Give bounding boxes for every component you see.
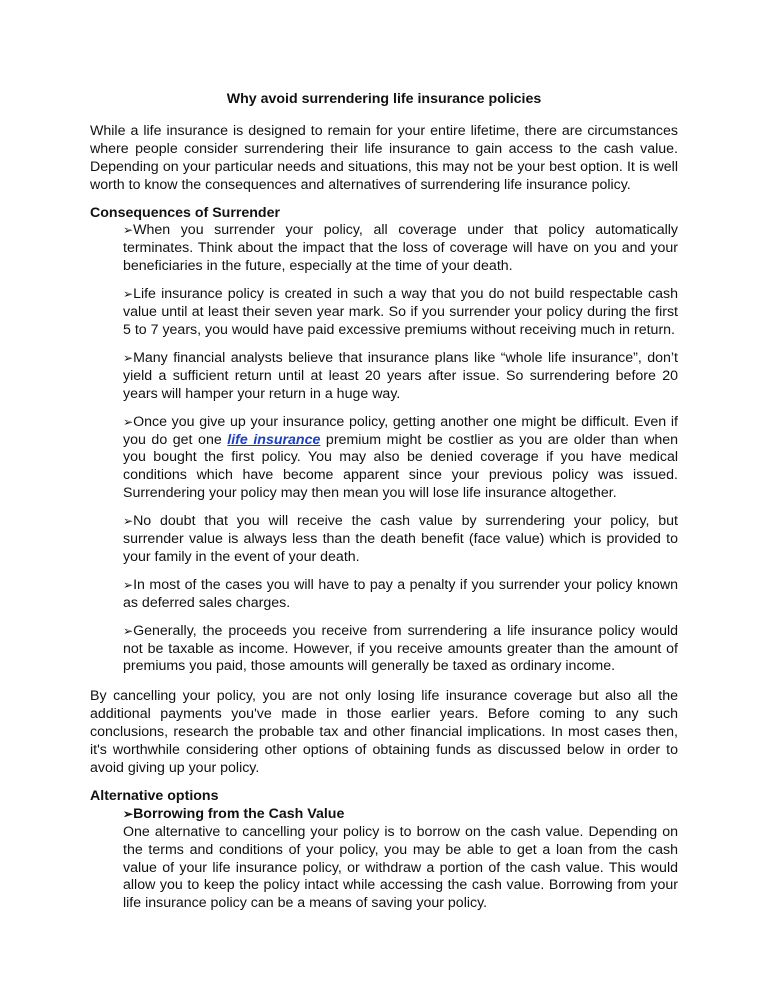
arrow-bullet-icon: ➢ — [123, 414, 134, 429]
list-item: ➢In most of the cases you will have to pay a penalty if you surrender your policy known as deferred sales charges. — [123, 576, 678, 611]
alternatives-heading: Alternative options — [90, 787, 219, 804]
borrowing-subheading: ➢Borrowing from the Cash Value — [123, 805, 345, 822]
consequences-list — [123, 222, 678, 676]
arrow-bullet-icon: ➢ — [123, 806, 134, 821]
consequences-heading: Consequences of Surrender — [90, 204, 281, 221]
list-item: ➢Generally, the proceeds you receive from surrendering a life insurance policy would not be taxable as income. However, if you receive amounts greater than the amount of premiums you paid, those amounts will generally be taxed as ordinary income. — [123, 622, 678, 675]
arrow-bullet-icon: ➢ — [123, 287, 134, 302]
intro-paragraph: While a life insurance is designed to remain for your entire lifetime, there are circumstances where people consider surrendering their life insurance to gain access to the cash value. Depending on your particular needs and situations, this may not be your best option. It is well worth to know the consequences and alternatives of surrendering life insurance policy. — [90, 122, 678, 193]
arrow-bullet-icon: ➢ — [123, 350, 134, 365]
arrow-bullet-icon: ➢ — [123, 577, 134, 592]
list-item: ➢When you surrender your policy, all coverage under that policy automatically terminates. Think about the impact that the loss of coverage will have on you and your beneficiaries in the future, especially at the time of your death. — [123, 222, 678, 275]
arrow-bullet-icon: ➢ — [123, 223, 134, 238]
document-title: Why avoid surrendering life insurance policies — [226, 91, 542, 107]
arrow-bullet-icon: ➢ — [123, 623, 134, 638]
arrow-bullet-icon: ➢ — [123, 514, 134, 529]
borrowing-paragraph: One alternative to cancelling your policy is to borrow on the cash value. Depending on the terms and conditions of your policy, you may be able to get a loan from the cash value of your life insurance policy, or withdraw a portion of the cash value. This would allow you to keep the policy intact while accessing the cash value. Borrowing from your life insurance policy can be a means of saving your policy. — [123, 823, 678, 912]
document-page — [90, 91, 678, 913]
list-item: ➢Many financial analysts believe that insurance plans like “whole life insurance”, don’t yield a sufficient return until at least 20 years after issue. So surrendering before 20 years will hamper your return in a huge way. — [123, 349, 678, 402]
life-insurance-link[interactable]: life insurance — [227, 431, 321, 448]
list-item: ➢No doubt that you will receive the cash value by surrendering your policy, but surrender value is always less than the death benefit (face value) which is provided to your family in the event of your death. — [123, 513, 678, 565]
list-item: ➢Once you give up your insurance policy, getting another one might be difficult. Even if you do get one life insurance premium might be costlier as you are older than when you bought the first policy. You may also be denied coverage if you have medical conditions which have become apparent since your previous policy was issued. Surrendering your policy may then mean you will lose life insurance altogether. — [123, 413, 678, 502]
list-item: ➢Life insurance policy is created in such a way that you do not build respectable cash value until at least their seven year mark. So if you surrender your policy during the first 5 to 7 years, you would have paid excessive premiums without receiving much in return. — [123, 286, 678, 338]
conclusion-paragraph: By cancelling your policy, you are not only losing life insurance coverage but also all the additional payments you've made in those earlier years. Before coming to any such conclusions, research the probable tax and other financial implications. In most cases then, it's worthwhile considering other options of obtaining funds as discussed below in order to avoid giving up your policy. — [90, 688, 678, 776]
